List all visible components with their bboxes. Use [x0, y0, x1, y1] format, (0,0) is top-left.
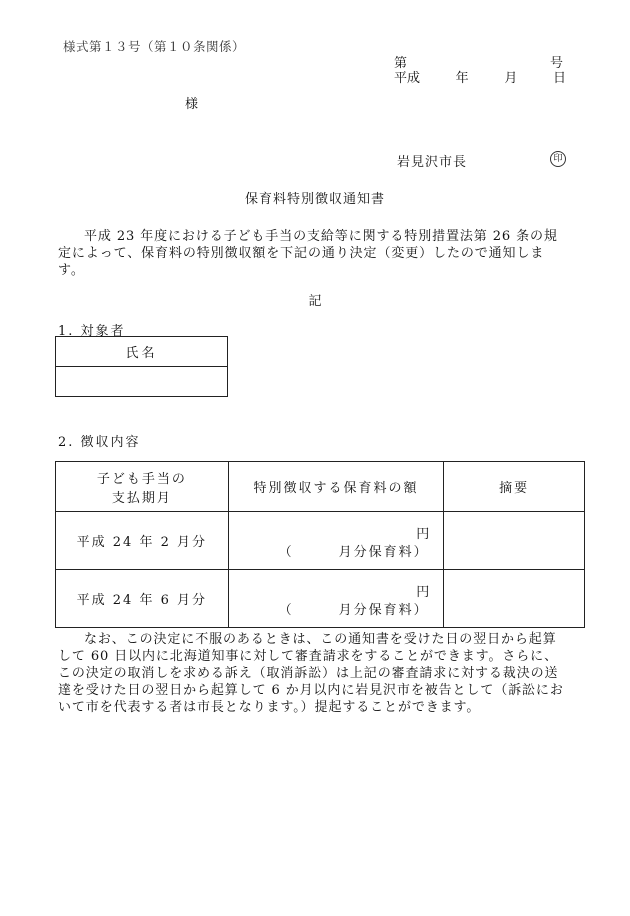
- footer-text: なお、この決定に不服のあるときは、この通知書を受けた日の翌日から起算して 60 日以内に北海道知事に対して審査請求をすることができます。さらに、この決定の取消しを求める訴え（取消訴訟）は上記の審査請求に対する裁決の送達を受けた日の翌日から起算して 6 か月以内に岩見沢市を被告として（訴訟において市を代表する者は市長となります。）提起することができます。: [58, 632, 564, 715]
- date-era: 平成: [394, 71, 421, 86]
- remarks-cell: [444, 512, 585, 570]
- name-value: [56, 367, 228, 397]
- ki-heading: 記: [308, 294, 322, 309]
- period-cell: 平成 24 年 6 月分: [56, 570, 229, 628]
- intro-text: 平成 23 年度における子ども手当の支給等に関する特別措置法第 26 条の規定によって、保育料の特別徴収額を下記の通り決定（変更）したので通知します。: [58, 229, 558, 278]
- issuer: 岩見沢市長: [397, 155, 468, 170]
- yen-label: 円: [416, 584, 432, 600]
- table-row: [56, 512, 585, 570]
- document-title: 保育料特別徴収通知書: [244, 192, 385, 207]
- name-header: 氏名: [56, 337, 228, 367]
- section2-heading: 2. 徴収内容: [58, 435, 141, 450]
- seal-icon: 印: [550, 151, 566, 167]
- remarks-cell: [444, 570, 585, 628]
- period-cell: 平成 24 年 2 月分: [56, 512, 229, 570]
- remarks-header: 摘要: [444, 462, 585, 512]
- month-note: （ 月分保育料）: [278, 602, 429, 618]
- intro-paragraph: [58, 228, 568, 279]
- period-header: 子ども手当の 支払期月: [56, 462, 229, 512]
- date-month: 月: [504, 71, 518, 86]
- table-header-row: [56, 462, 585, 512]
- yen-label: 円: [416, 526, 432, 542]
- footer-paragraph: [58, 631, 568, 716]
- date-line: [394, 67, 566, 86]
- form-number: 様式第１３号（第１０条関係）: [63, 39, 246, 54]
- number-suffix: 号: [550, 56, 564, 71]
- amount-cell: [228, 570, 444, 628]
- date-day: 日: [552, 71, 566, 86]
- addressee-suffix: 様: [185, 97, 199, 112]
- table-row: [56, 570, 585, 628]
- amount-header: 特別徴収する保育料の額: [228, 462, 444, 512]
- date-year: 年: [455, 71, 469, 86]
- month-note: （ 月分保育料）: [278, 544, 429, 560]
- amount-cell: [228, 512, 444, 570]
- section1-heading: 1. 対象者: [58, 324, 126, 339]
- subject-table: [55, 336, 228, 397]
- number-prefix: 第: [394, 56, 408, 71]
- collection-table: [55, 461, 585, 628]
